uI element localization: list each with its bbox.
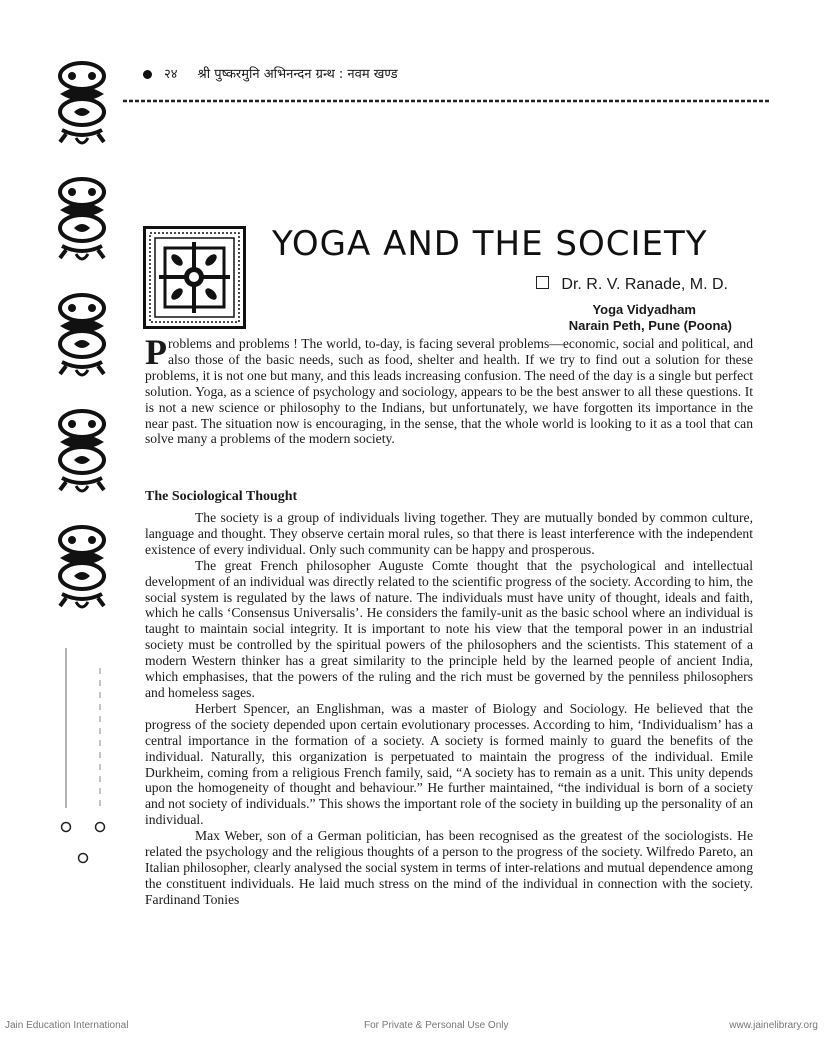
affiliation-line-1: Yoga Vidyadham <box>592 302 696 317</box>
paragraph: Max Weber, son of a German politician, has been recognised as the greatest of the sociologists. He related the psychology and the religious thoughts of a person to the progress of the society. Wilfredo Pareto, an Italian philosopher, clearly analysed the social system in terms of inter-relations and mutual dependence among the constituent individuals. He laid much stress on the mind of the individual in connection with the society. Fardinand Tonies <box>145 828 753 907</box>
author-name: Dr. R. V. Ranade, M. D. <box>561 276 728 293</box>
running-title: श्री पुष्करमुनि अभिनन्दन ग्रन्थ : नवम खण्ड <box>197 67 398 82</box>
page-number: २४ <box>164 67 178 82</box>
running-header <box>143 64 398 82</box>
dotted-rule <box>123 98 770 104</box>
paragraph: The society is a group of individuals living together. They are mutually bonded by common culture, language and thought. They observe certain moral rules, so that there is least interference with the independent existence of every individual. Only such community can be happy and prosperous. <box>145 510 753 557</box>
paragraph: The great French philosopher Auguste Comte thought that the psychological and intellectual development of an individual was directly related to the scientific progress of the society. According to him, the social system is regulated by the laws of nature. The individuals must have unity of thought, ideals and faith, which he calls ‘Consensus Universalis’. He considers the family-unit as the basic school where an individual is taught to maintain social integrity. It is important to note his view that the temporal power in an industrial society must be controlled by the spiritual powers of the philosophers and the scientists. This statement of a modern Western thinker has a great similarity to the principle held by the learned people of ancient India, which emphasises, that the powers of the ruling and the rich must be governed by the penniless philosophers and homeless sages. <box>145 557 753 700</box>
author-line <box>536 276 728 294</box>
floral-vine-border-icon <box>46 58 118 808</box>
article-title: YOGA AND THE SOCIETY <box>272 224 708 264</box>
checkbox-square-icon <box>536 276 549 289</box>
paragraph: Herbert Spencer, an Englishman, was a master of Biology and Sociology. He believed that the progress of the society depended upon certain evolutionary processes. According to him, ‘Individualism’ has a central importance in the formation of a society. A society is formed mainly to guard the benefits of the individual. Naturally, this organization is perpetuated to maintain the progress of the individual. Emile Durkheim, coming from a religious French family, said, “A society has to remain as a unit. This unity depends upon the homogeneity of thought and behaviour.” He further maintained, “the individual is born of a society and not society of individuals.” This shows the important role of the society in building up the personality of an individual. <box>145 700 753 828</box>
drop-cap: P <box>145 332 167 372</box>
intro-text: roblems and problems ! The world, to-day, is facing several problems—economic, social and political, and also those of the basic needs, such as food, shelter and health. If we try to find out a solution for these problems, it is not one but many, and this leads increasing confusion. The need of the day is a single but perfect solution. Yoga, as a science of psychology and sociology, appears to be the best answer to all these questions. It is not a new science or philosophy to the Indians, but unfortunately, we have forgotten its importance in the near past. The situation now is encouraging, in the sense, that the whole world is looking to it as a tool that can solve many a problems of the modern society. <box>145 336 753 447</box>
section-body <box>145 510 753 908</box>
footer-left: Jain Education International <box>5 1020 129 1031</box>
square-floral-ornament-icon <box>143 226 246 329</box>
intro-paragraph <box>145 332 753 447</box>
bullet-icon <box>143 70 152 79</box>
footer-center: For Private & Personal Use Only <box>364 1020 509 1031</box>
footer-right: www.jainelibrary.org <box>729 1020 818 1031</box>
ring-ornament-icon <box>58 820 118 870</box>
section-heading: The Sociological Thought <box>145 489 298 504</box>
affiliation-line-2: Narain Peth, Pune (Poona) <box>568 318 732 333</box>
